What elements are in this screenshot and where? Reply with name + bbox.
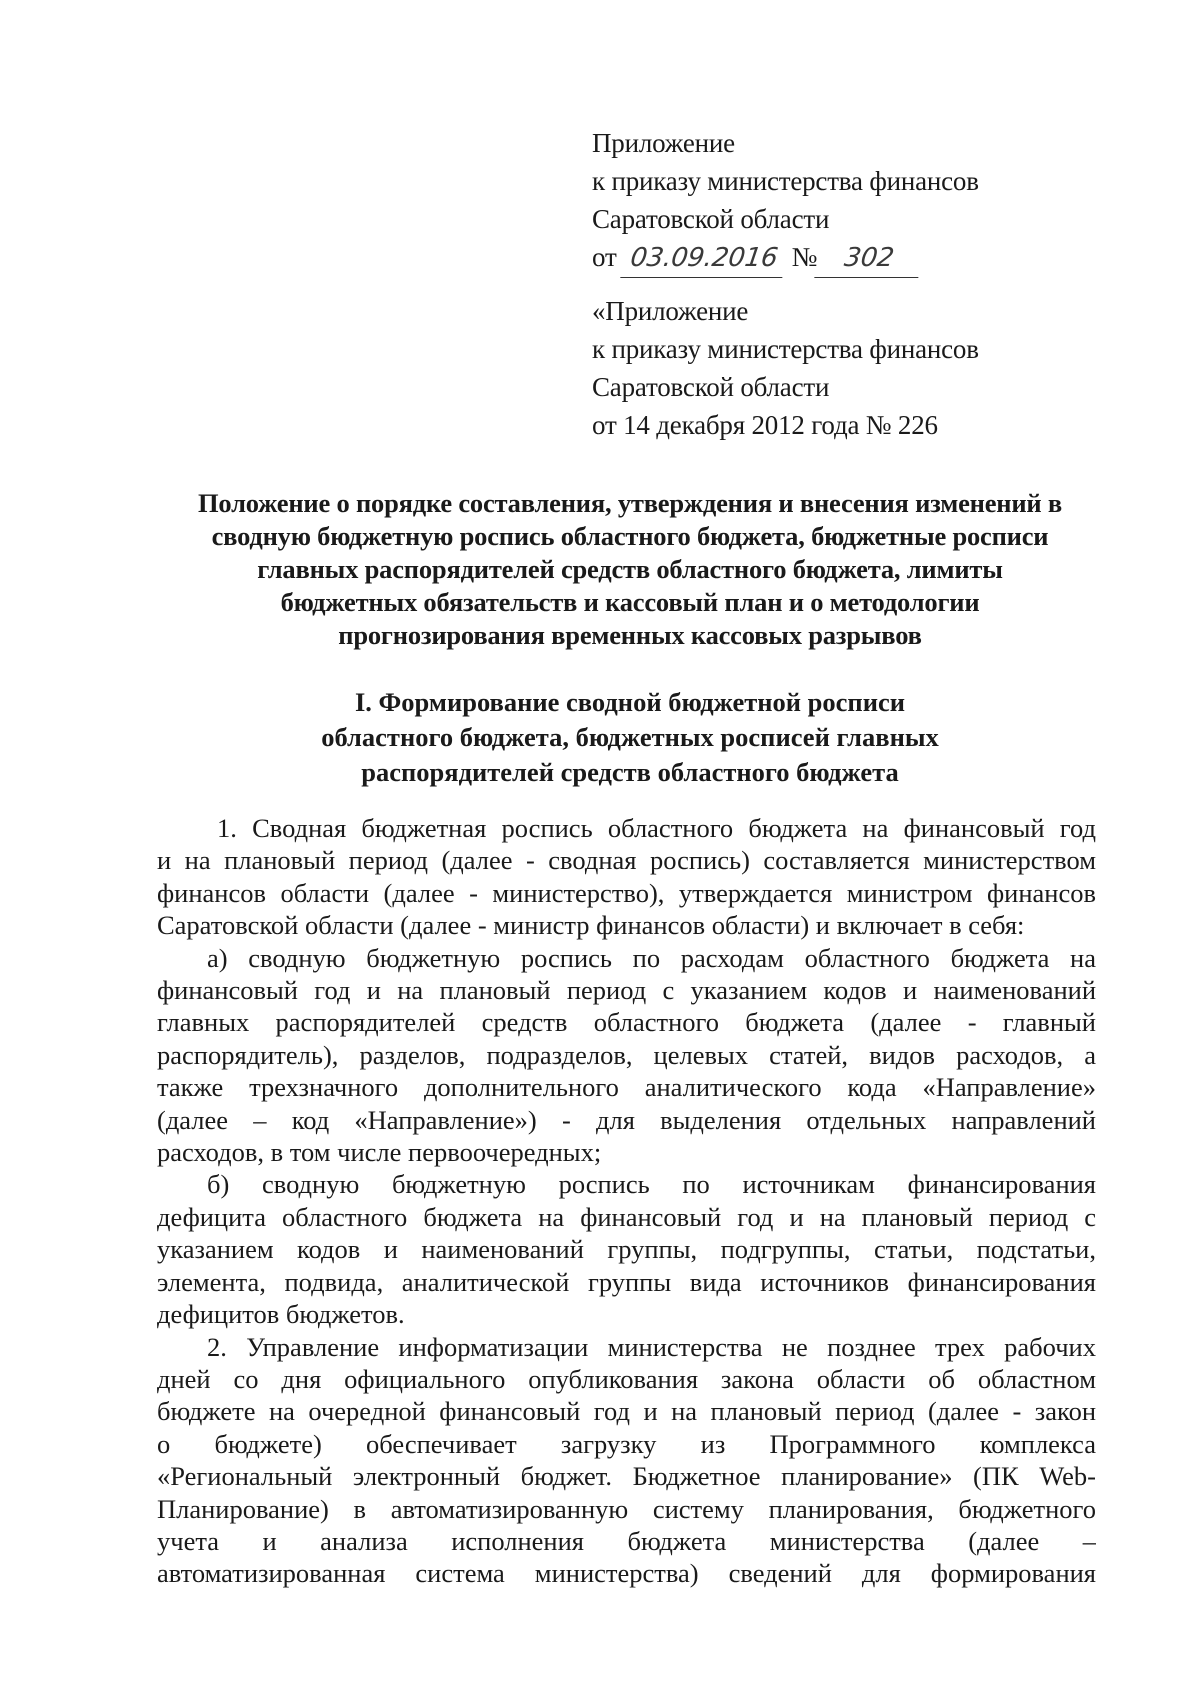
body-line: Планирование) в автоматизированную систему планирования, бюджетного xyxy=(157,1493,1096,1524)
body-line: элемента, подвида, аналитической группы вида источников финансирования xyxy=(157,1266,1096,1297)
body-line: финансовый год и на плановый период с указанием кодов и наименований xyxy=(157,975,1096,1006)
handwritten-date: 03.09.2016 xyxy=(620,239,787,278)
attachment-order-line: к приказу министерства финансов xyxy=(592,166,979,196)
body-line: 2. Управление информатизации министерства не позднее трех рабочих xyxy=(207,1331,1096,1362)
section-heading-line: областного бюджета, бюджетных росписей главных xyxy=(321,722,939,752)
handwritten-number: 302 xyxy=(814,239,923,278)
body-line: «Региональный электронный бюджет. Бюджетное планирование» (ПК Web- xyxy=(157,1461,1096,1492)
attachment-date-line xyxy=(592,238,979,278)
body-line: также трехзначного дополнительного аналитического кода «Направление» xyxy=(157,1072,1096,1103)
title-line: бюджетных обязательств и кассовый план и о методологии xyxy=(280,587,980,617)
section-heading-line: I. Формирование сводной бюджетной росписи xyxy=(354,687,905,717)
body-line: автоматизированная система министерства) сведений для формирования xyxy=(157,1558,1096,1589)
body-line: а) сводную бюджетную роспись по расходам областного бюджета на xyxy=(207,942,1096,973)
section-heading-line: распорядителей средств областного бюджета xyxy=(361,757,899,787)
body-line: расходов, в том числе первоочередных; xyxy=(157,1137,602,1168)
document-title xyxy=(150,487,1110,652)
body-line: о бюджете) обеспечивает загрузку из Программного комплекса xyxy=(157,1428,1096,1459)
attachment-header-original xyxy=(592,292,979,444)
body-line: бюджете на очередной финансовый год и на плановый период (далее - закон xyxy=(157,1396,1096,1427)
original-region-line: Саратовской области xyxy=(592,372,830,402)
number-label: № xyxy=(791,242,818,272)
body-text xyxy=(157,812,1096,1590)
attachment-region-line: Саратовской области xyxy=(592,204,830,234)
original-order-line: к приказу министерства финансов xyxy=(592,334,979,364)
section-heading xyxy=(150,685,1110,790)
body-line: дефицита областного бюджета на финансовый год и на плановый период с xyxy=(157,1201,1096,1232)
body-line: 1. Сводная бюджетная роспись областного бюджета на финансовый год xyxy=(217,813,1096,843)
body-line: указанием кодов и наименований группы, подгруппы, статьи, подстатьи, xyxy=(157,1234,1096,1265)
original-date-line: от 14 декабря 2012 года № 226 xyxy=(592,410,938,440)
attachment-label: Приложение xyxy=(592,128,735,158)
body-line: дефицитов бюджетов. xyxy=(157,1299,405,1330)
body-line: и на плановый период (далее - сводная роспись) составляется министерством xyxy=(157,845,1096,876)
original-attachment-label: «Приложение xyxy=(592,296,749,326)
from-label: от xyxy=(592,242,617,272)
body-line: Саратовской области (далее - министр финансов области) и включает в себя: xyxy=(157,910,1025,941)
body-line: распорядитель), разделов, подразделов, целевых статей, видов расходов, а xyxy=(157,1039,1096,1070)
body-line: дней со дня официального опубликования закона области об областном xyxy=(157,1363,1096,1394)
attachment-header-current xyxy=(592,124,979,278)
body-line: б) сводную бюджетную роспись по источникам финансирования xyxy=(207,1169,1096,1200)
body-line: учета и анализа исполнения бюджета министерства (далее – xyxy=(157,1525,1096,1556)
title-line: сводную бюджетную роспись областного бюджета, бюджетные росписи xyxy=(211,521,1049,551)
body-line: финансов области (далее - министерство), утверждается министром финансов xyxy=(157,877,1096,908)
title-line: главных распорядителей средств областного бюджета, лимиты xyxy=(257,554,1003,584)
body-line: главных распорядителей средств областного бюджета (далее - главный xyxy=(157,1007,1096,1038)
body-line: (далее – код «Направление») - для выделения отдельных направлений xyxy=(157,1104,1096,1135)
title-line: прогнозирования временных кассовых разрывов xyxy=(338,620,922,650)
title-line: Положение о порядке составления, утверждения и внесения изменений в xyxy=(197,488,1063,518)
